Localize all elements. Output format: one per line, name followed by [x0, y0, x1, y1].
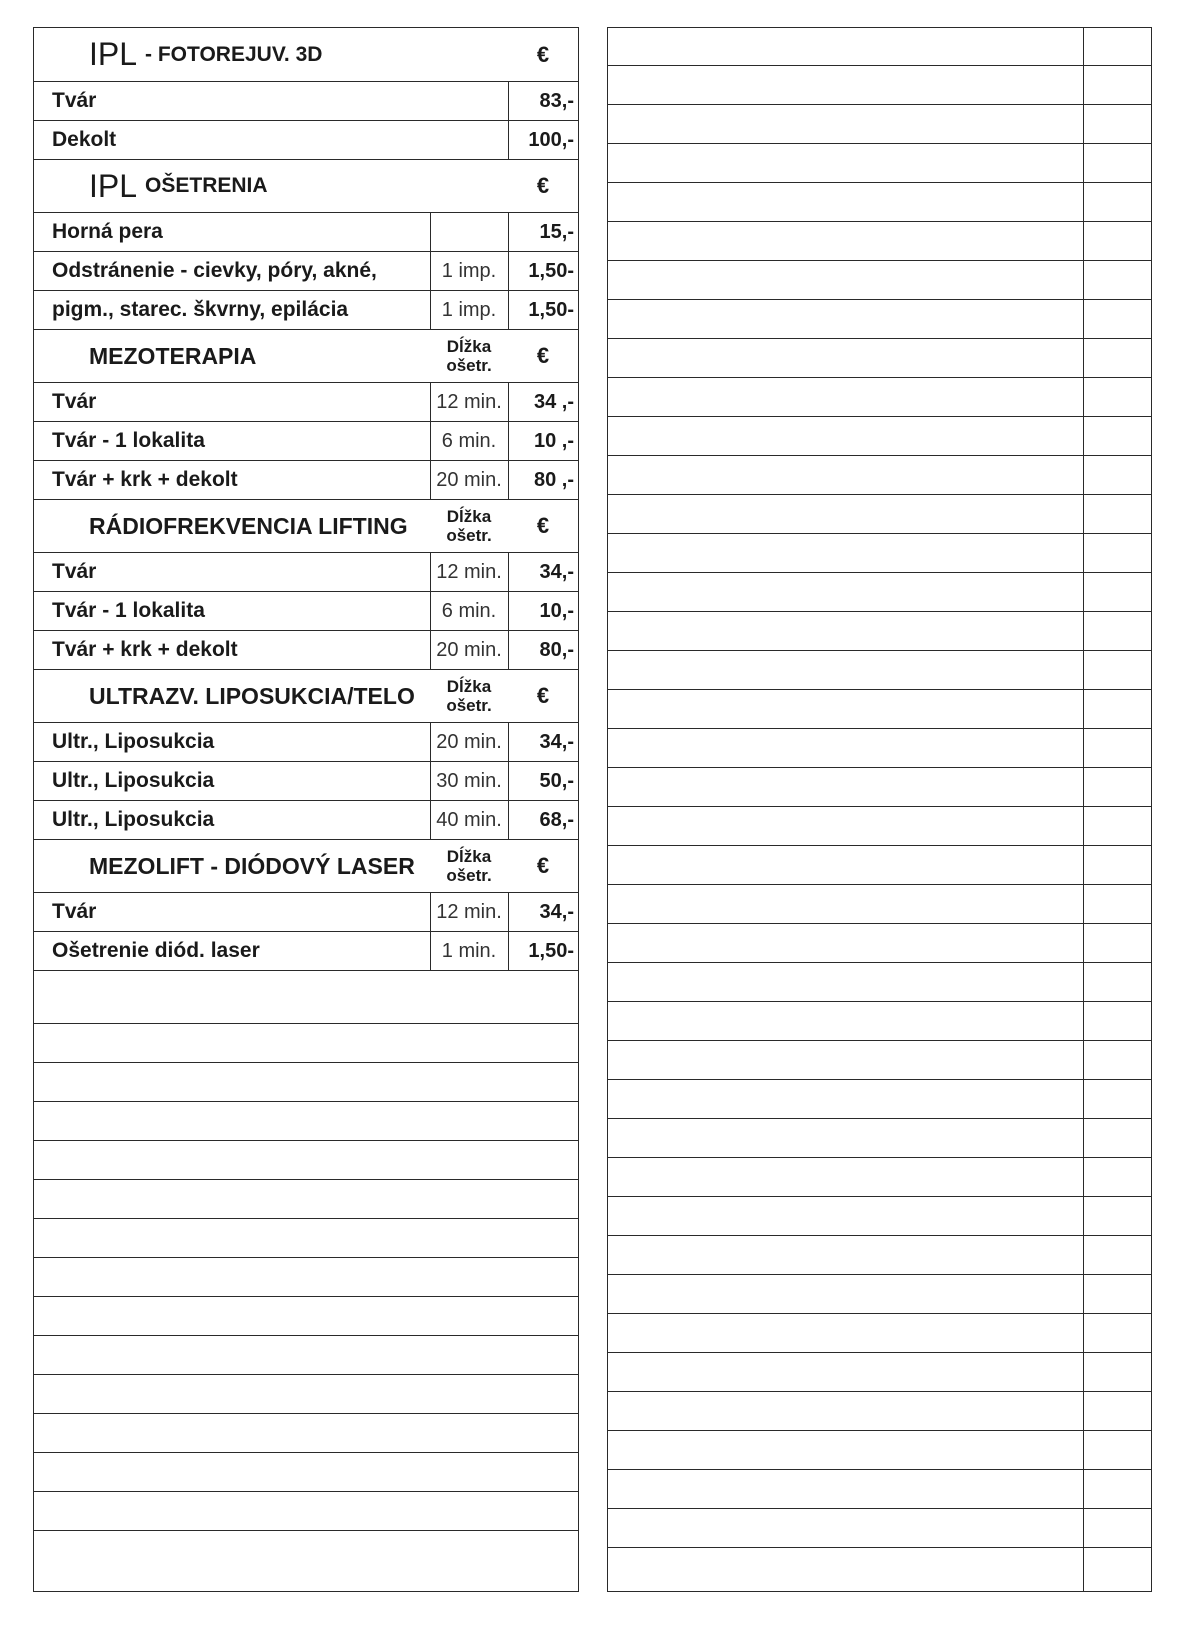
item-price: 15,- — [539, 220, 574, 243]
item-name: Dekolt — [52, 128, 117, 151]
blank-row — [34, 1140, 578, 1179]
item-duration: 6 min. — [441, 599, 497, 622]
blank-row — [608, 884, 1151, 885]
item-name: Horná pera — [52, 220, 163, 243]
blank-row — [608, 143, 1151, 144]
blank-row — [608, 1001, 1151, 1002]
blank-row — [608, 182, 1151, 183]
item-duration: 12 min. — [436, 390, 502, 413]
item-name: Tvár + krk + dekolt — [52, 638, 238, 661]
item-price: 1,50- — [528, 298, 574, 321]
blank-row — [608, 1508, 1151, 1509]
section-title — [89, 330, 431, 382]
price-row — [34, 212, 578, 251]
item-name: Tvár + krk + dekolt — [52, 468, 238, 491]
blank-row — [34, 1218, 578, 1257]
blank-row — [608, 806, 1151, 807]
price-row — [34, 630, 578, 669]
section-header — [34, 159, 578, 212]
blank-row — [34, 1101, 578, 1140]
price-row — [34, 460, 578, 499]
item-name: Tvár — [52, 900, 97, 923]
blank-row — [608, 689, 1151, 690]
duration-header — [430, 840, 508, 892]
item-price: 83,- — [539, 89, 574, 112]
price-row — [34, 382, 578, 421]
section-header — [34, 329, 578, 382]
item-name: Ultr., Liposukcia — [52, 769, 215, 792]
blank-row — [608, 494, 1151, 495]
blank-row — [608, 533, 1151, 534]
item-price: 80 ,- — [533, 468, 574, 491]
duration-header-line: Dĺžka — [446, 847, 492, 866]
blank-row — [608, 1079, 1151, 1080]
blank-row — [608, 377, 1151, 378]
left-price-table — [33, 27, 579, 1592]
blank-row — [608, 923, 1151, 924]
blank-row — [34, 1257, 578, 1296]
duration-header — [430, 670, 508, 722]
item-name: Tvár — [52, 560, 97, 583]
item-duration: 20 min. — [436, 730, 502, 753]
item-name: Tvár — [52, 89, 97, 112]
currency-symbol: € — [536, 343, 550, 368]
duration-header-line: Dĺžka — [446, 507, 492, 526]
blank-row — [608, 1235, 1151, 1236]
blank-row — [608, 962, 1151, 963]
blank-row — [34, 1491, 578, 1530]
blank-row — [34, 1452, 578, 1491]
item-duration: 1 min. — [441, 939, 497, 962]
blank-row — [608, 1469, 1151, 1470]
column-divider — [1083, 28, 1084, 1591]
item-duration: 12 min. — [436, 560, 502, 583]
section-title-rest: OŠETRENIA — [145, 174, 268, 197]
blank-row — [608, 1040, 1151, 1041]
item-duration — [430, 82, 508, 120]
price-row — [34, 761, 578, 800]
item-name: Tvár — [52, 390, 97, 413]
item-duration: 30 min. — [436, 769, 502, 792]
price-row — [34, 552, 578, 591]
blank-row — [608, 416, 1151, 417]
blank-row — [34, 1530, 578, 1569]
section-title-rest: ULTRAZV. LIPOSUKCIA/TELO — [89, 682, 415, 709]
blank-row — [34, 1023, 578, 1062]
section-title — [89, 500, 431, 552]
item-price: 10 ,- — [533, 429, 574, 452]
section-header — [34, 669, 578, 722]
item-name: Ultr., Liposukcia — [52, 808, 215, 831]
duration-header-line: ošetr. — [446, 866, 492, 885]
blank-row — [608, 104, 1151, 105]
section-title — [89, 670, 431, 722]
duration-header — [430, 330, 508, 382]
duration-header — [430, 500, 508, 552]
price-row — [34, 931, 578, 970]
item-duration: 1 imp. — [441, 298, 497, 321]
price-row — [34, 722, 578, 761]
blank-row — [608, 1196, 1151, 1197]
item-name: Ultr., Liposukcia — [52, 730, 215, 753]
currency-symbol: € — [536, 683, 550, 708]
price-row — [34, 120, 578, 159]
section-header — [34, 499, 578, 552]
blank-row — [608, 650, 1151, 651]
blank-row — [608, 845, 1151, 846]
item-name: Tvár - 1 lokalita — [52, 429, 205, 452]
item-duration: 20 min. — [436, 638, 502, 661]
blank-row — [608, 611, 1151, 612]
section-title-rest: RÁDIOFREKVENCIA LIFTING — [89, 512, 408, 539]
blank-row — [608, 1313, 1151, 1314]
price-row — [34, 290, 578, 329]
item-price: 100,- — [528, 128, 574, 151]
price-row — [34, 421, 578, 460]
blank-row — [34, 970, 578, 1023]
blank-row — [34, 1179, 578, 1218]
item-duration — [430, 213, 508, 251]
section-header — [34, 28, 578, 81]
item-price: 34,- — [539, 900, 574, 923]
section-title-big: IPL — [89, 36, 138, 72]
item-price: 10,- — [539, 599, 574, 622]
currency-symbol: € — [536, 513, 550, 538]
section-title — [89, 28, 431, 81]
blank-row — [608, 221, 1151, 222]
item-name: pigm., starec. škvrny, epilácia — [52, 298, 349, 321]
price-row — [34, 251, 578, 290]
blank-row — [608, 1157, 1151, 1158]
currency-symbol: € — [536, 173, 550, 198]
item-price: 50,- — [539, 769, 574, 792]
blank-row — [34, 1062, 578, 1101]
price-row — [34, 800, 578, 839]
item-duration: 20 min. — [436, 468, 502, 491]
blank-row — [34, 1374, 578, 1413]
duration-header-line: ošetr. — [446, 356, 492, 375]
item-duration: 40 min. — [436, 808, 502, 831]
section-title-big: IPL — [89, 167, 138, 204]
section-title-rest: - FOTOREJUV. 3D — [145, 42, 323, 66]
currency-symbol: € — [536, 41, 550, 67]
currency-symbol: € — [536, 853, 550, 878]
item-price: 80,- — [539, 638, 574, 661]
blank-row — [608, 1430, 1151, 1431]
section-header — [34, 839, 578, 892]
item-price: 34 ,- — [533, 390, 574, 413]
duration-header-line: ošetr. — [446, 696, 492, 715]
item-name: Ošetrenie diód. laser — [52, 939, 260, 962]
blank-row — [608, 1352, 1151, 1353]
item-price: 34,- — [539, 730, 574, 753]
item-price: 1,50- — [528, 259, 574, 282]
blank-row — [608, 572, 1151, 573]
duration-header-line: Dĺžka — [446, 337, 492, 356]
item-price: 68,- — [539, 808, 574, 831]
blank-row — [34, 1413, 578, 1452]
blank-row — [34, 1296, 578, 1335]
blank-row — [608, 65, 1151, 66]
price-row — [34, 892, 578, 931]
item-duration: 12 min. — [436, 900, 502, 923]
blank-row — [608, 767, 1151, 768]
blank-row — [608, 1118, 1151, 1119]
item-duration: 1 imp. — [441, 259, 497, 282]
blank-row — [34, 1335, 578, 1374]
blank-row — [608, 1391, 1151, 1392]
right-blank-table — [607, 27, 1152, 1592]
price-row — [34, 81, 578, 120]
section-title-rest: MEZOTERAPIA — [89, 342, 257, 369]
section-title — [89, 160, 431, 212]
blank-row — [608, 1547, 1151, 1548]
blank-row — [608, 260, 1151, 261]
blank-row — [608, 299, 1151, 300]
item-name: Odstránenie - cievky, póry, akné, — [52, 259, 377, 282]
section-title-rest: MEZOLIFT - DIÓDOVÝ LASER — [89, 852, 415, 879]
item-duration — [430, 121, 508, 159]
duration-header-line: ošetr. — [446, 526, 492, 545]
section-title — [89, 840, 431, 892]
item-name: Tvár - 1 lokalita — [52, 599, 205, 622]
blank-row — [608, 1274, 1151, 1275]
item-price: 34,- — [539, 560, 574, 583]
price-row — [34, 591, 578, 630]
item-duration: 6 min. — [441, 429, 497, 452]
item-price: 1,50- — [528, 939, 574, 962]
blank-row — [608, 455, 1151, 456]
duration-header-line: Dĺžka — [446, 677, 492, 696]
blank-row — [608, 728, 1151, 729]
blank-row — [608, 338, 1151, 339]
